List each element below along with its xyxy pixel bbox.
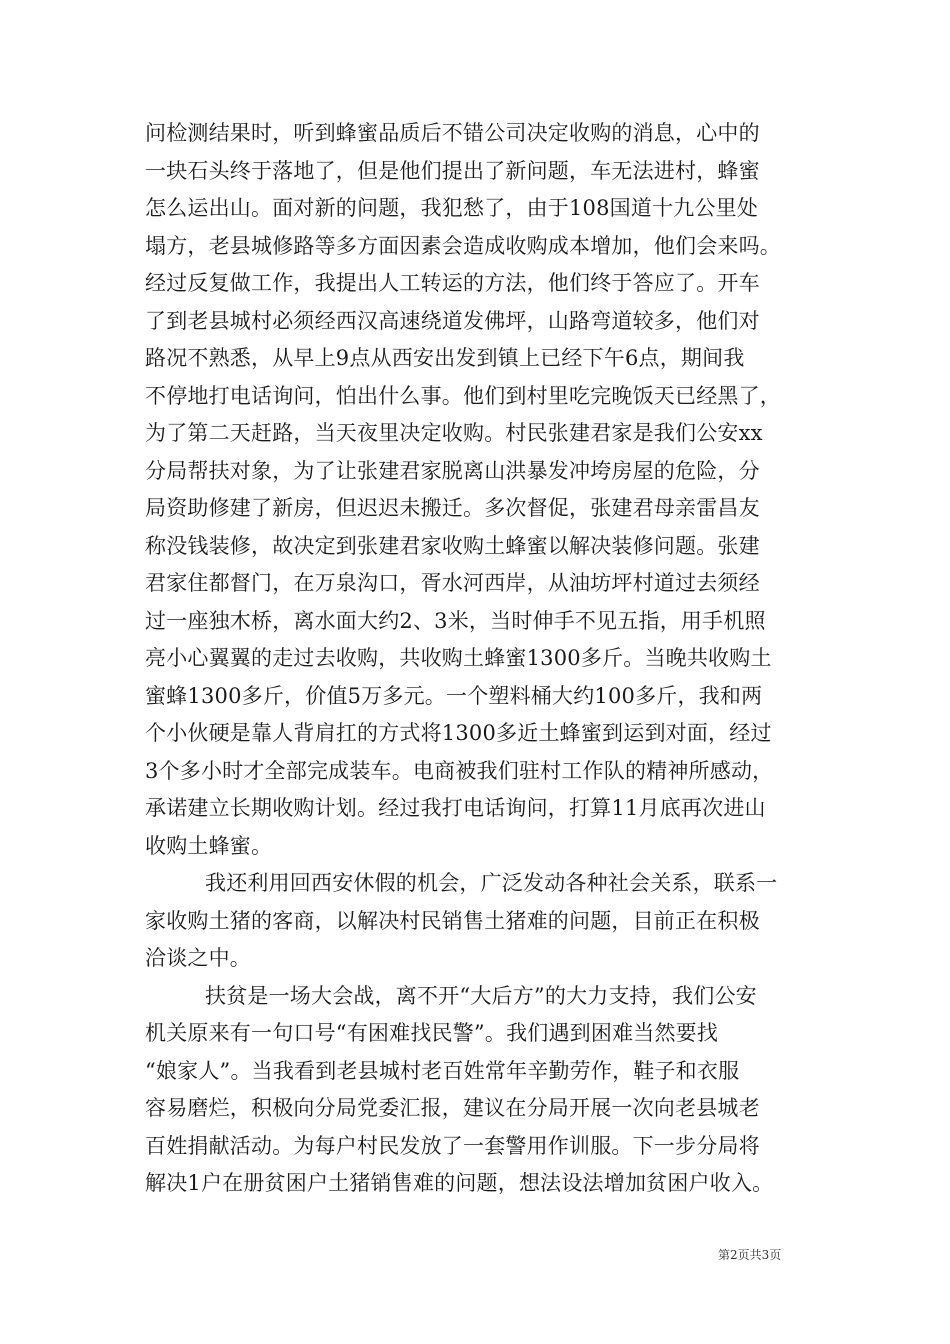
page-number-footer: 第2页共3页 — [718, 1248, 782, 1262]
text-line: 亮小心翼翼的走过去收购，共收购土蜂蜜1300多斤。当晚共收购土 — [145, 646, 772, 670]
text-line: 解决1户在册贫困户土猪销售难的问题，想法设法增加贫困户收入。 — [145, 1171, 774, 1195]
text-line: 收购土蜂蜜。 — [145, 834, 273, 858]
text-line: 为了第二天赶路，当天夜里决定收购。村民张建君家是我们公安xx — [145, 421, 763, 445]
text-line: 3个多小时才全部完成装车。电商被我们驻村工作队的精神所感动， — [145, 759, 774, 783]
text-line: 容易磨烂，积极向分局党委汇报，建议在分局开展一次向老县城老 — [145, 1096, 760, 1120]
text-line: 扶贫是一场大会战，离不开“大后方”的大力支持，我们公安 — [205, 984, 757, 1008]
text-line: 经过反复做工作，我提出人工转运的方法，他们终于答应了。开车 — [145, 271, 760, 295]
text-line: 蜜蜂1300多斤，价值5万多元。一个塑料桶大约100多斤，我和两 — [145, 684, 763, 708]
text-line: 一块石头终于落地了，但是他们提出了新问题，车无法进村，蜂蜜 — [145, 159, 760, 183]
text-line: 承诺建立长期收购计划。经过我打电话询问，打算11月底再次进山 — [145, 796, 766, 820]
text-line: “娘家人”。当我看到老县城村老百姓常年辛勤劳作，鞋子和衣服 — [145, 1059, 740, 1083]
text-line: 个小伙硬是靠人背肩扛的方式将1300多近土蜂蜜到运到对面，经过 — [145, 721, 772, 745]
text-line: 过一座独木桥，离水面大约2、3米，当时伸手不见五指，用手机照 — [145, 609, 766, 633]
text-line: 洽谈之中。 — [145, 946, 251, 970]
text-line: 我还利用回西安休假的机会，广泛发动各种社会关系，联系一 — [205, 871, 778, 895]
text-line: 君家住都督门，在万泉沟口，胥水河西岸，从油坊坪村道过去须经 — [145, 571, 760, 595]
text-line: 问检测结果时，听到蜂蜜品质后不错公司决定收购的消息，心中的 — [145, 121, 760, 145]
text-line: 塌方，老县城修路等多方面因素会造成收购成本增加，他们会来吗。 — [145, 234, 781, 258]
text-line: 了到老县城村必须经西汉高速绕道发佛坪，山路弯道较多，他们对 — [145, 309, 760, 333]
text-line: 局资助修建了新房，但迟迟未搬迁。多次督促，张建君母亲雷昌友 — [145, 496, 760, 520]
text-line: 家收购土猪的客商，以解决村民销售土猪难的问题，目前正在积极 — [145, 909, 760, 933]
text-line: 百姓捐献活动。为每户村民发放了一套警用作训服。下一步分局将 — [145, 1134, 760, 1158]
text-line: 不停地打电话询问，怕出什么事。他们到村里吃完晚饭天已经黑了， — [145, 384, 781, 408]
text-line: 称没钱装修，故决定到张建君家收购土蜂蜜以解决装修问题。张建 — [145, 534, 760, 558]
text-line: 路况不熟悉，从早上9点从西安出发到镇上已经下午6点，期间我 — [145, 346, 745, 370]
text-line: 机关原来有一句口号“有困难找民警”。我们遇到困难当然要找 — [145, 1021, 719, 1045]
text-line: 分局帮扶对象，为了让张建君家脱离山洪暴发冲垮房屋的危险，分 — [145, 459, 760, 483]
text-line: 怎么运出山。面对新的问题，我犯愁了，由于108国道十九公里处 — [145, 196, 759, 220]
